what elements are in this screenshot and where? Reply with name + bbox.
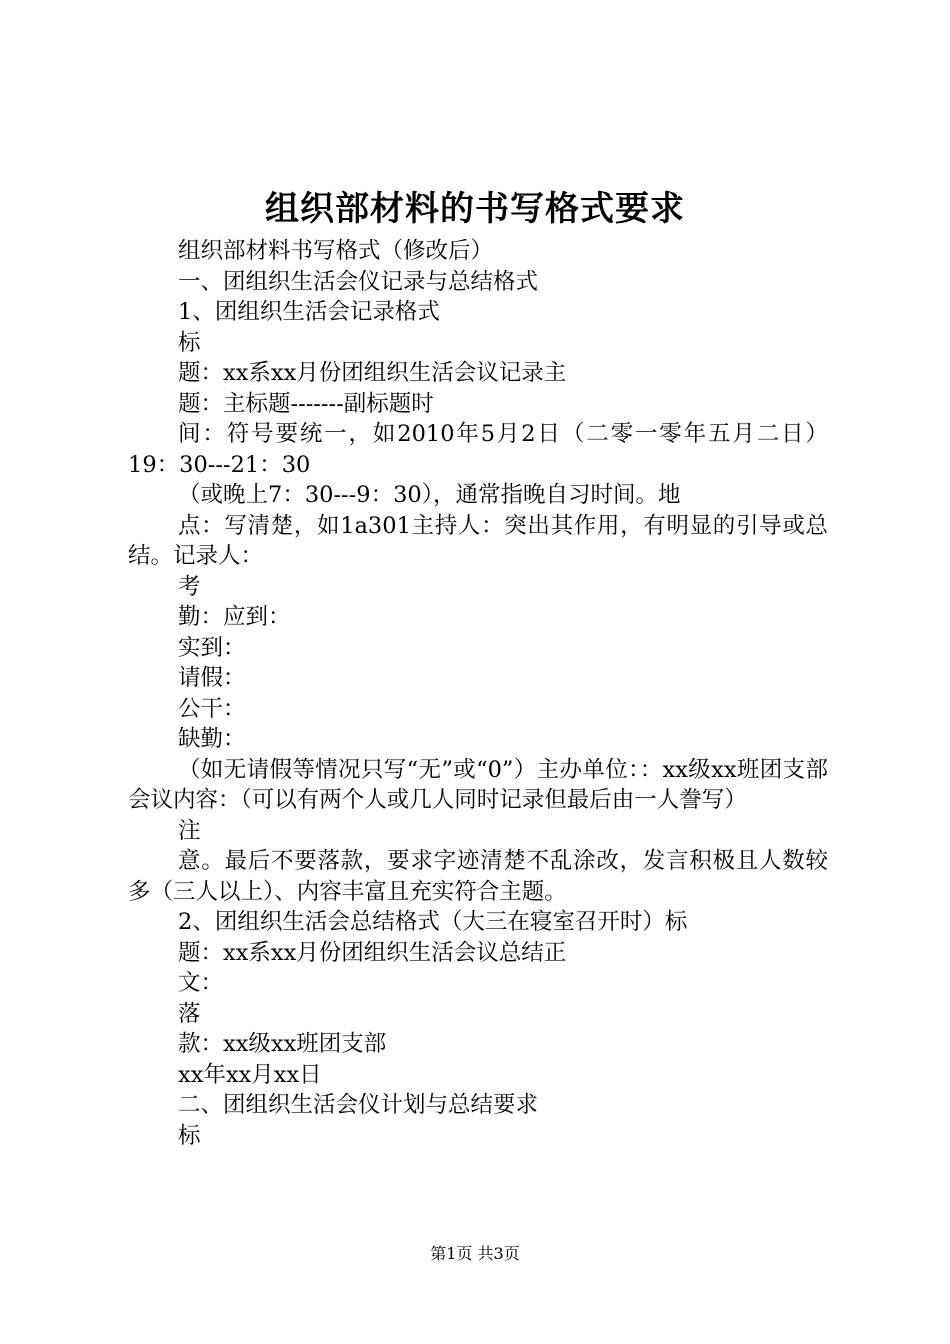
paragraph: 实到： xyxy=(178,634,246,661)
document-title: 组织部材料的书写格式要求 xyxy=(265,189,685,229)
paragraph: 组织部材料书写格式（修改后） xyxy=(178,238,494,264)
paragraph: xx年xx月xx日 xyxy=(178,1061,322,1088)
paragraph: 勤：应到： xyxy=(178,604,291,630)
paragraph: 题：主标题-------副标题时 xyxy=(178,390,434,417)
paragraph: 缺勤： xyxy=(178,726,246,752)
paragraph: （或晚上7：30---9：30），通常指晚自习时间。地 xyxy=(178,482,681,508)
paragraph: 文： xyxy=(178,970,224,996)
paragraph: 点：写清楚，如1a301主持人：突出其作用，有明显的引导或总结。记录人： xyxy=(128,512,828,569)
paragraph: 题：xx系xx月份团组织生活会议总结正 xyxy=(178,939,567,966)
section-heading: 一、团组织生活会仪记录与总结格式 xyxy=(178,268,539,295)
paragraph: 标 xyxy=(178,329,201,356)
page-footer: 第1页 共3页 xyxy=(430,1244,520,1263)
paragraph: 款：xx级xx班团支部 xyxy=(178,1031,387,1057)
paragraph: 请假： xyxy=(178,665,246,691)
paragraph: 考 xyxy=(178,573,201,600)
paragraph: 题：xx系xx月份团组织生活会议记录主 xyxy=(178,360,567,386)
paragraph: 注 xyxy=(178,817,201,844)
paragraph: 意。最后不要落款，要求字迹清楚不乱涂改，发言积极且人数较多（三人以上）、内容丰富且充实符合主题。 xyxy=(128,848,828,905)
paragraph: 落 xyxy=(178,1000,201,1027)
paragraph: 标 xyxy=(178,1122,201,1149)
document-body xyxy=(128,236,828,1151)
subsection-heading: 1、团组织生活会记录格式 xyxy=(178,299,440,325)
section-heading: 二、团组织生活会仪计划与总结要求 xyxy=(178,1092,539,1118)
paragraph: 间：符号要统一，如2010年5月2日（二零一零年五月二日）19：30---21：30 xyxy=(128,421,828,478)
paragraph: （如无请假等情况只写“无”或“0”）主办单位：：xx级xx班团支部会议内容：（可以有两个人或几人同时记录但最后由一人誊写） xyxy=(128,756,828,813)
subsection-heading: 2、团组织生活会总结格式（大三在寝室召开时）标 xyxy=(178,909,688,935)
paragraph: 公干： xyxy=(178,695,246,722)
